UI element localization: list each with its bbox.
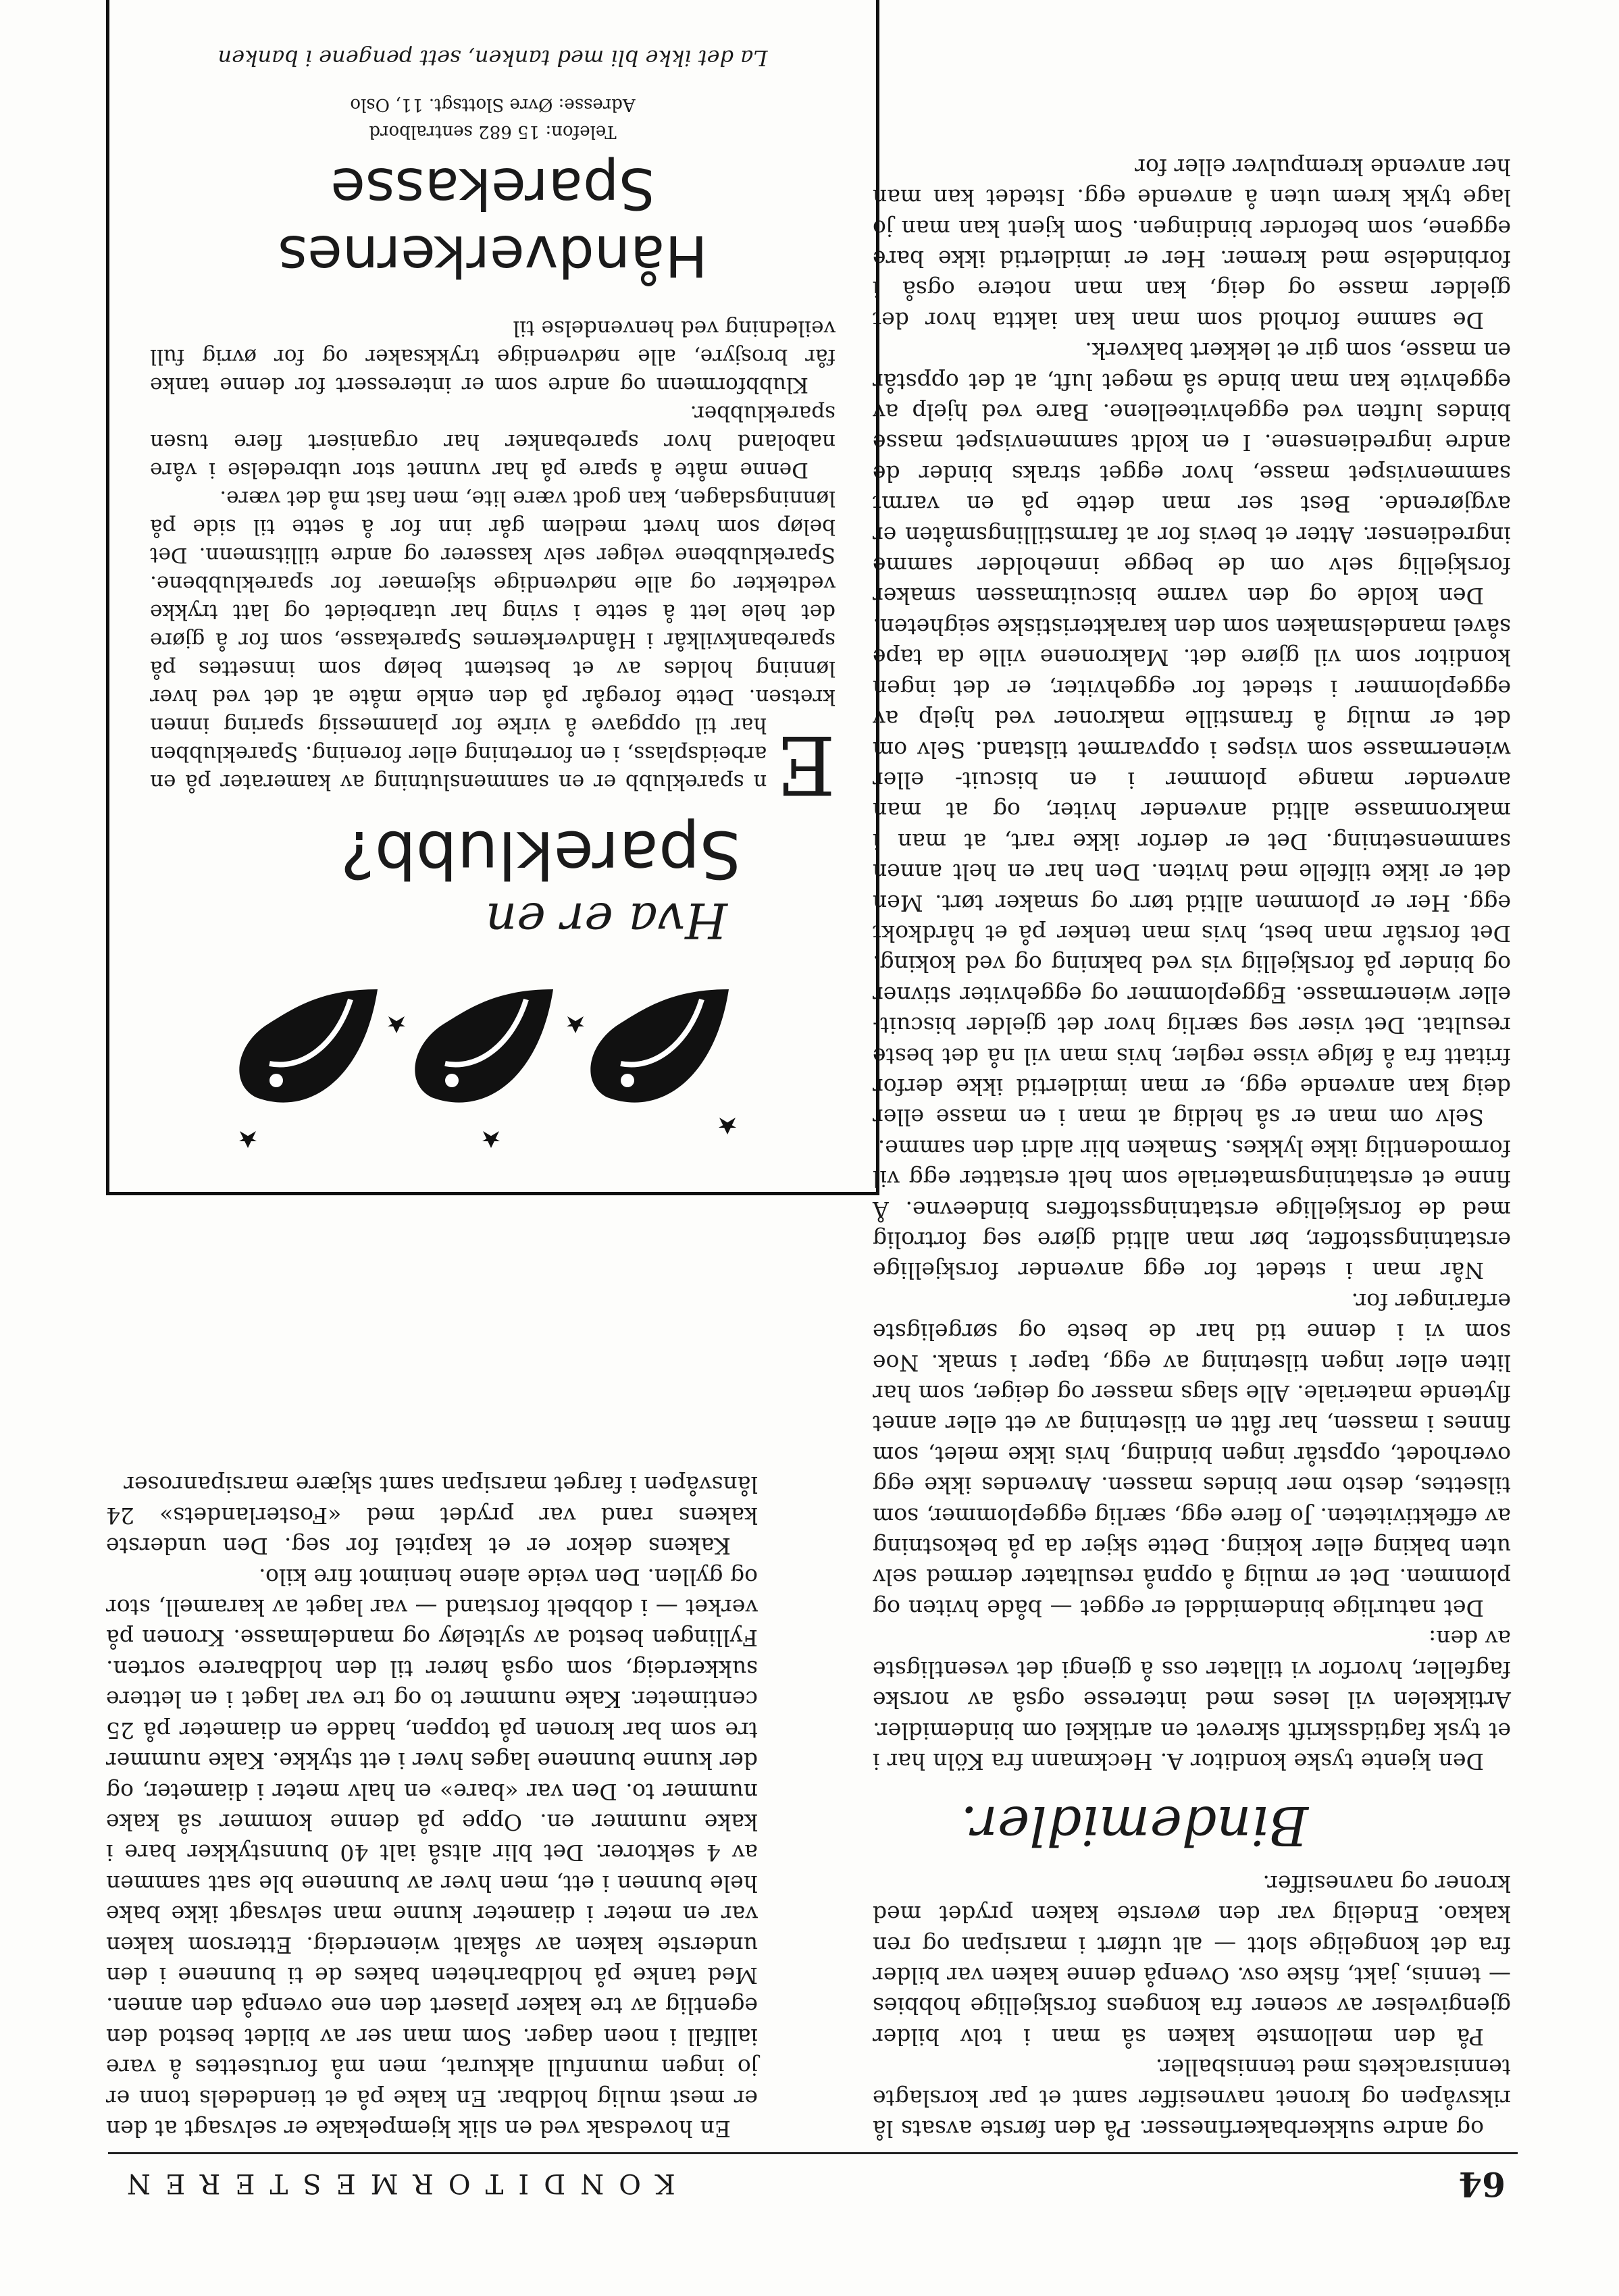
header-rule	[108, 2152, 1518, 2154]
cake-paragraph: Kakens dekor er et kapitel for seg. Den underste kakens rand var prydet med «Fosterlandets» 24 lånsvåpen i farget marsipan samt skjære marsipanroser	[106, 1471, 758, 1560]
drop-cap: E	[776, 717, 836, 811]
ad-paragraph: n spareklubb er en sammenslutning av kamerater på en arbeidsplass, i en forretning eller forening. Spareklubben har til oppgave å virke for planmessig sparing innen kretsen. Dette foregår på den enkle måte at det ved hver lønning holdes av et bestemt beløp som innsettes på sparebankvilkår i Håndverkernes Sparekasse, som for å gjøre det hele lett å sette i sving har utarbeidet og latt trykke vedtekter og alle nødvendige skjemaer for spareklubbene. Spareklubbene velger selv kasserer og andre tillitsmenn. Det beløp som hvert medlem går inn for å sette til side på lønningsdagen, kan godt være lite, men fast må det være.	[150, 486, 836, 794]
ad-body	[150, 314, 836, 811]
running-header	[108, 2160, 1518, 2207]
article-paragraph: Selv om man er så heldig at man i en masse eller deig kan anvende egg, er man imidlertid ikke derfor fritatt fra å følge visse regler, hvis man vil nå det beste resultat. Det viser seg særlig hvor det gjelder biscuit- eller wienermasse. Eggeplommer og eggehviter stivner og binder på forskjellig vis ved bakning og ved koking. Det forstår man best, hvis man tenker på et hårdkokt egg. Her er plommen alltid tørr og smaker tørt. Men det er ikke tilfelle med hviten. Den har en helt annen sammensetning. Det er derfor ikke rart, at man i makronmasse alltid anvender hviter, og at man anvender mange plommer i en biscuit- eller wienermasse som vispes i oppvarmet tilstand. Selv om det er mulig å framstille makroner ved hjelp av eggeplommer i stedet for eggehviter, er det ingen konditor som vil gjøre det. Makronene ville da tape såvel mandelsmaken som den karakteristiske seigheten.	[873, 613, 1511, 1131]
ad-paragraph: Denne måte å spare på har vunnet stor utbredelse i våre naboland hvor sparebanker har organisert flere tusen spareklubber.	[150, 401, 836, 482]
article-title: Bindemidler.	[960, 1794, 1308, 1858]
article-paragraph: De samme forhold som man kan iaktta hvor det gjelder masse og deig, kan man notere også i forbindelse med kremer. Her er imidlertid ikke bare eggene, som beforder bindingen. Som kjent kan man jo lage tykk krem uten å anvende egg. Istedet kan man her anvende krempulver eller for	[873, 153, 1511, 334]
article-paragraph: Den kjente tyske konditor A. Heckmann fra Köln har i et tysk fagtidsskrift skrevet en artikkel om bindemidler. Artikkelen vil leses med interesse også av norske fagfeller, hvorfor vi tillater oss å gjengi det vesentligste av den:	[873, 1625, 1511, 1775]
article-paragraph: Den kolde og den varme biscuitmassen smaker forskjellig selv om de begge inneholder samme ingredienser. Atter et bevis for at farmstillingsmåten er avgjørende. Best ser man dette på en varmt sammenvispet masse, hvor egget straks binder de andre ingrediensene. I en koldt sammenvispet masse bindes luften ved eggehviteellene. Bare ved hjelp av eggehvite kan man binde så meget luft, at det oppstår en masse, som gir et lekkert bakverk.	[873, 338, 1511, 610]
article-column	[873, 151, 1511, 2144]
ad-slogan: La det ikke bli med tanken, sett pengene i banken	[217, 45, 768, 71]
magazine-title: KONDITORMESTEREN	[112, 2168, 675, 2199]
ad-title: Spareklubb?	[340, 816, 741, 892]
bank-name-line: Håndverkernes	[278, 223, 708, 289]
bank-address: Adresse: Øvre Slottsgt. 11, Oslo	[350, 95, 636, 115]
article-paragraph: Når man i stedet for egg anvender forskjellige erstatningsstoffer, bør man alltid gjøre seg fortrolig med de forskjellige erstatningsstoffers bindeevne. Å finne et erstatningsmateriale som helt erstatter egg vil formodentlig ikke lykkes. Smaken blir aldri den samme.	[873, 1134, 1511, 1284]
article-paragraph: og andre sukkerbakerfinesser. På den første avsats lå riksvåpen og kronet navnesiffer samt et par korslagte tennisrackets med tennisballer.	[873, 2054, 1511, 2142]
page-number: 64	[1458, 2164, 1506, 2204]
article-paragraph: Det naturlige bindemiddel er egget — både hviten og plommen. Det er mulig å oppnå resultater dermed selv uten baking eller koking. Dette skjer da på bekostning av effektiviteten. Jo flere egg, særlig eggeplommer, som tilsettes, desto mer bindes massen. Anvendes ikke egg overhodet, oppstår ingen binding, hvis ikke melet, som finnes i massen, har fått en tilsetning av ett eller annet flytende materiale. Alle slags masser og deiger, som har liten eller ingen tilsetning av egg, taper i smak. Noe som vi i denne tid har de beste og sørgeligste erfaringer for.	[873, 1288, 1511, 1621]
bank-phone: Telefon: 15 682 sentralbord	[369, 122, 617, 142]
cake-paragraph: En hovedsak ved en slik kjempekake er selvsagt at den er mest mulig holdbar. En kake på et tiendedels tonn er jo ingen munnfull akkurat, men må forutsettes å vare iallfall i noen dager. Som man ser av bildet bestod den egentlig av tre kaker plasert den ene ovenpå den annen. Med tanke på holdbarheten bakes de ti bunnene i den underste kaken av såkalt wienerdeig. Ettersom kaken var en meter i diameter kunne man selvsagt ikke bake hele bunnen i ett, men hver av bunnene ble satt sammen av 4 sektorer. Det blir altså ialt 40 bunnstykker bare i kake nummer en. Oppe på denne kommer så kake nummer to. Den var «bare» en halv meter i diameter, og der kunne bunnene lages hver i ett stykke. Kake nummer tre som bar kronen på toppen, hadde en diameter på 25 centimeter. Kake nummer to og tre var laget i en lettere sukkerdeig, som også hører til den holdbarere sorten. Fyllingen bestod av sylteløy og mandelmasse. Kronen på verket — i dobbelt forstand — var laget av karamell, stor og gyllen. Den veide alene henimot fire kilo.	[106, 1563, 758, 2142]
bank-contact	[150, 91, 836, 145]
sparekasse-ad	[106, 0, 879, 1195]
bank-name	[150, 155, 836, 290]
ad-script-title: Hva er en	[485, 892, 727, 949]
bank-name-line: Sparekasse	[330, 155, 655, 221]
ad-paragraph: Klubbformenn og andre som er interessert for denne tanke får brosjyre, alle nødvendige trykksaker og for øvrig full veiledning ved henvendelse til	[150, 316, 836, 397]
article-paragraph: På den mellomste kaken så man i tolv bilder gjengivelser av scener fra kongens forskjellige hobbies — tennis, jakt, fiske osv. Ovenpå denne kaken var bilder fra det kongelige slott — alt utført i marsipan og ren kakao. Endelig var den øverste kaken prydet med kroner og navnesiffer.	[873, 1870, 1511, 2050]
cake-column	[106, 1469, 758, 2144]
folk-art-illustration	[230, 969, 756, 1158]
